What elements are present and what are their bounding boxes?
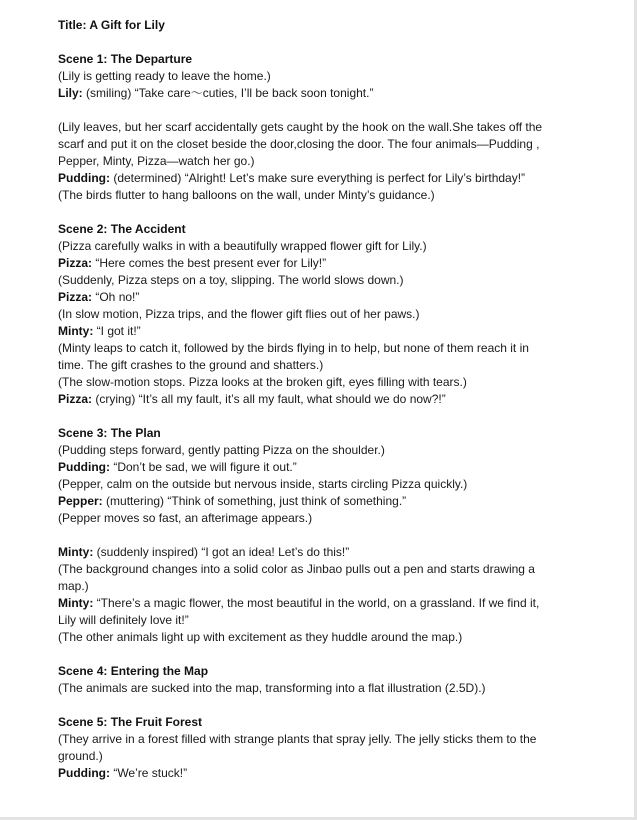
- speaker-name: Minty:: [58, 596, 94, 610]
- stage-direction-line: [58, 731, 628, 748]
- speaker-name: Lily:: [58, 86, 83, 100]
- stage-direction-line: [58, 442, 628, 459]
- speaker-name: Pudding:: [58, 460, 110, 474]
- direction-text: time. The gift crashes to the ground and shatters.): [58, 358, 324, 372]
- direction-text: (Minty leaps to catch it, followed by the birds flying in to help, but none of them reach it in: [58, 341, 529, 355]
- dialogue-line: [58, 255, 628, 272]
- dialogue-line: [58, 391, 628, 408]
- scene-heading: Scene 5: The Fruit Forest: [58, 715, 203, 729]
- dialogue-text: “We’re stuck!”: [109, 766, 188, 780]
- direction-text: Pepper, Minty, Pizza—watch her go.): [58, 154, 255, 168]
- dialogue-text: (muttering) “Think of something, just think of something.”: [102, 494, 407, 508]
- spacer: [58, 204, 628, 221]
- scene-heading: Scene 3: The Plan: [58, 426, 161, 440]
- direction-text: (The birds flutter to hang balloons on the wall, under Minty’s guidance.): [58, 188, 435, 202]
- stage-direction-line: [58, 68, 628, 85]
- dialogue-line: [58, 323, 628, 340]
- dialogue-text: “I got it!”: [93, 324, 141, 338]
- dialogue-text: “There’s a magic flower, the most beautiful in the world, on a grassland. If we find it,: [93, 596, 540, 610]
- speaker-name: Minty:: [58, 324, 94, 338]
- stage-direction-line: [58, 374, 628, 391]
- direction-text: (Lily leaves, but her scarf accidentally gets caught by the hook on the wall.She takes off the: [58, 120, 543, 134]
- stage-direction-line: [58, 629, 628, 646]
- spacer: [58, 102, 628, 119]
- stage-direction-line: [58, 187, 628, 204]
- scene-1: [58, 51, 628, 221]
- dialogue-line: [58, 765, 628, 782]
- speaker-name: Minty:: [58, 545, 94, 559]
- scene-4: [58, 663, 628, 714]
- dialogue-text: (determined) “Alright! Let’s make sure everything is perfect for Lily’s birthday!”: [109, 171, 526, 185]
- script-document: [58, 17, 628, 782]
- stage-direction-line: [58, 357, 628, 374]
- dialogue-line: [58, 493, 628, 510]
- speaker-name: Pizza:: [58, 290, 93, 304]
- stage-direction-line: [58, 612, 628, 629]
- stage-direction-line: [58, 136, 628, 153]
- scene-3: [58, 425, 628, 663]
- speaker-name: Pudding:: [58, 171, 110, 185]
- stage-direction-line: [58, 510, 628, 527]
- stage-direction-line: [58, 578, 628, 595]
- stage-direction-line: [58, 340, 628, 357]
- dialogue-text: “Oh no!”: [92, 290, 140, 304]
- direction-text: (Pizza carefully walks in with a beautifully wrapped flower gift for Lily.): [58, 239, 427, 253]
- scene-heading: Scene 4: Entering the Map: [58, 664, 209, 678]
- direction-text: (The background changes into a solid color as Jinbao pulls out a pen and starts drawing a: [58, 562, 535, 576]
- dialogue-text: (smiling) “Take care～cuties, I’ll be back soon tonight.”: [82, 86, 374, 100]
- dialogue-line: [58, 289, 628, 306]
- speaker-name: Pizza:: [58, 256, 93, 270]
- stage-direction-line: [58, 748, 628, 765]
- spacer: [58, 646, 628, 663]
- direction-text: map.): [58, 579, 89, 593]
- spacer: [58, 527, 628, 544]
- stage-direction-line: [58, 476, 628, 493]
- dialogue-line: [58, 595, 628, 612]
- stage-direction-line: [58, 238, 628, 255]
- direction-text: (Pepper moves so fast, an afterimage appears.): [58, 511, 313, 525]
- direction-text: (Lily is getting ready to leave the home.): [58, 69, 271, 83]
- direction-text: Lily will definitely love it!”: [58, 613, 189, 627]
- dialogue-text: (crying) “It’s all my fault, it’s all my fault, what should we do now?!”: [92, 392, 446, 406]
- stage-direction-line: [58, 306, 628, 323]
- scene-heading: Scene 1: The Departure: [58, 52, 193, 66]
- spacer: [58, 408, 628, 425]
- direction-text: (Suddenly, Pizza steps on a toy, slipping. The world slows down.): [58, 273, 404, 287]
- dialogue-text: “Here comes the best present ever for Lily!”: [92, 256, 327, 270]
- direction-text: scarf and put it on the closet beside the door,closing the door. The four animals—Pudding ,: [58, 137, 540, 151]
- direction-text: (In slow motion, Pizza trips, and the flower gift flies out of her paws.): [58, 307, 420, 321]
- document-title: Title: A Gift for Lily: [58, 18, 165, 32]
- scene-2: [58, 221, 628, 425]
- direction-text: (The other animals light up with excitement as they huddle around the map.): [58, 630, 463, 644]
- stage-direction-line: [58, 272, 628, 289]
- speaker-name: Pizza:: [58, 392, 93, 406]
- spacer: [58, 697, 628, 714]
- spacer: [58, 34, 628, 51]
- stage-direction-line: [58, 119, 628, 136]
- direction-text: (The animals are sucked into the map, transforming into a flat illustration (2.5D).): [58, 681, 486, 695]
- direction-text: (They arrive in a forest filled with strange plants that spray jelly. The jelly sticks them to the: [58, 732, 537, 746]
- dialogue-line: [58, 85, 628, 102]
- direction-text: (The slow-motion stops. Pizza looks at the broken gift, eyes filling with tears.): [58, 375, 467, 389]
- dialogue-text: “Don’t be sad, we will figure it out.”: [109, 460, 297, 474]
- speaker-name: Pepper:: [58, 494, 103, 508]
- dialogue-line: [58, 170, 628, 187]
- scene-heading: Scene 2: The Accident: [58, 222, 186, 236]
- dialogue-text: (suddenly inspired) “I got an idea! Let’s do this!”: [93, 545, 350, 559]
- speaker-name: Pudding:: [58, 766, 110, 780]
- stage-direction-line: [58, 561, 628, 578]
- direction-text: (Pepper, calm on the outside but nervous inside, starts circling Pizza quickly.): [58, 477, 468, 491]
- stage-direction-line: [58, 153, 628, 170]
- direction-text: ground.): [58, 749, 103, 763]
- stage-direction-line: [58, 680, 628, 697]
- dialogue-line: [58, 544, 628, 561]
- dialogue-line: [58, 459, 628, 476]
- direction-text: (Pudding steps forward, gently patting Pizza on the shoulder.): [58, 443, 385, 457]
- scene-5: [58, 714, 628, 782]
